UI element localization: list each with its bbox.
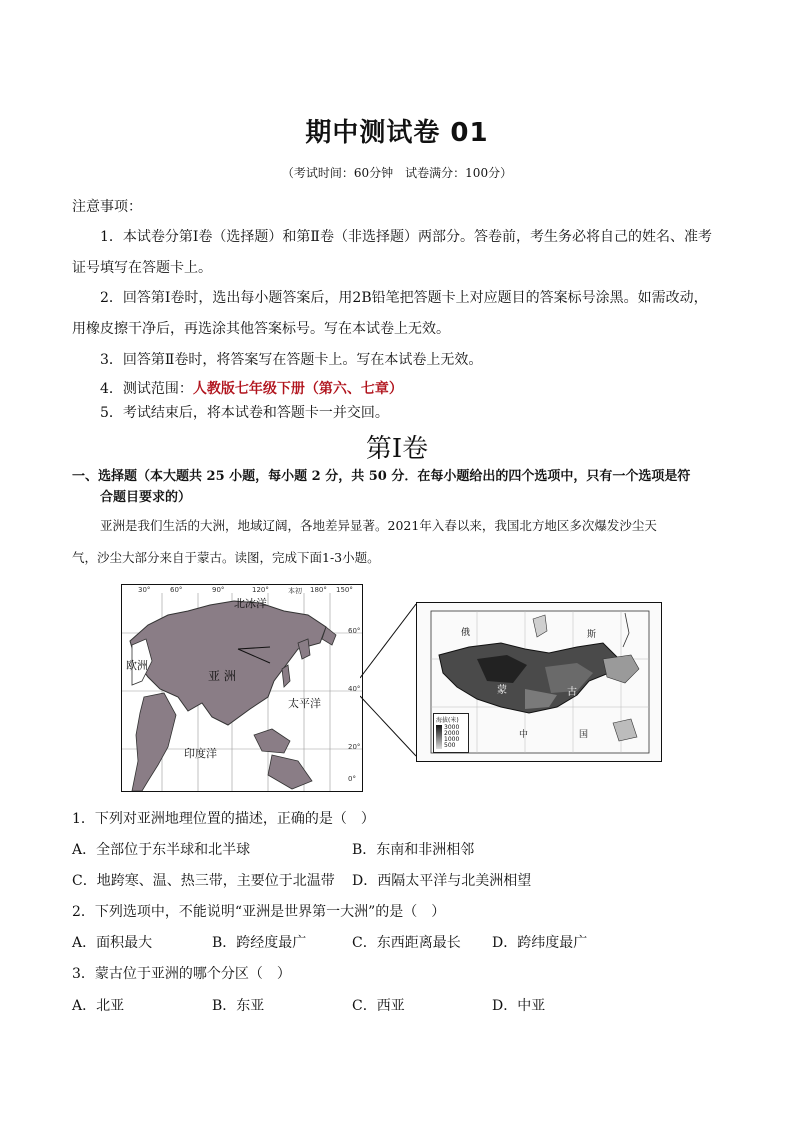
question-2-stem: 2．下列选项中，不能说明“亚洲是世界第一大洲”的是（ ） bbox=[72, 904, 446, 920]
q1-option-c: C．地跨寒、温、热三带，主要位于北温带 bbox=[72, 873, 335, 889]
legend-value-1: 3000 bbox=[444, 724, 460, 731]
q2-option-d: D．跨纬度最广 bbox=[492, 935, 588, 951]
map-connector-lines bbox=[360, 600, 416, 760]
label-arctic-ocean: 北冰洋 bbox=[234, 597, 267, 610]
exam-subtitle: （考试时间：60分钟 试卷满分：100分） bbox=[281, 166, 513, 180]
notes-heading: 注意事项： bbox=[72, 199, 142, 215]
intro-line-2: 气，沙尘大部分来自于蒙古。读图，完成下面1-3小题。 bbox=[72, 550, 380, 565]
label-russia-1: 俄 bbox=[461, 628, 471, 638]
label-europe: 欧洲 bbox=[126, 659, 148, 672]
label-asia: 亚 洲 bbox=[208, 669, 236, 683]
section-heading-line2: 合题目要求的） bbox=[100, 490, 192, 505]
label-indian-ocean: 印度洋 bbox=[184, 747, 217, 760]
note-item-1b: 证号填写在答题卡上。 bbox=[72, 260, 212, 276]
note-item-1a: 1．本试卷分第Ⅰ卷（选择题）和第Ⅱ卷（非选择题）两部分。答卷前，考生务必将自己的姓名、准考 bbox=[100, 229, 712, 245]
q1-option-d: D．西隔太平洋与北美洲相望 bbox=[352, 873, 532, 889]
tick-lon-120: 120° bbox=[252, 586, 269, 594]
intro-line-1: 亚洲是我们生活的大洲，地域辽阔，各地差异显著。2021年入春以来，我国北方地区多次爆发沙尘天 bbox=[100, 518, 657, 533]
q3-option-d: D．中亚 bbox=[492, 998, 546, 1014]
test-scope: 人教版七年级下册（第六、七章） bbox=[192, 381, 403, 397]
note-item-2a: 2．回答第Ⅰ卷时，选出每小题答案后，用2B铅笔把答题卡上对应题目的答案标号涂黑。如需改动， bbox=[100, 290, 708, 306]
legend-title: 海拔(米) bbox=[436, 717, 459, 724]
exam-title: 期中测试卷 01 bbox=[305, 118, 489, 148]
section-title: 第Ⅰ卷 bbox=[365, 434, 429, 464]
note-item-4 bbox=[72, 379, 728, 399]
label-mongolia-1: 蒙 bbox=[497, 685, 507, 696]
q3-option-a: A．北亚 bbox=[72, 998, 125, 1014]
tick-prime: 本初 bbox=[288, 587, 302, 595]
label-mongolia-2: 古 bbox=[567, 687, 577, 698]
tick-lon-180: 180° bbox=[310, 586, 327, 594]
legend-value-4: 500 bbox=[444, 742, 456, 749]
note-item-4-prefix: 4．测试范围： bbox=[100, 381, 193, 397]
q2-option-c: C．东西距离最长 bbox=[352, 935, 461, 951]
section-heading-line1: 一、选择题（本大题共 25 小题，每小题 2 分，共 50 分．在每小题给出的四个选项中，只有一个选项是符 bbox=[72, 469, 691, 484]
tick-lon-150: 150° bbox=[336, 586, 353, 594]
legend-value-2: 2000 bbox=[444, 730, 460, 737]
label-pacific-ocean: 太平洋 bbox=[288, 697, 321, 710]
note-item-5: 5．考试结束后，将本试卷和答题卡一并交回。 bbox=[100, 405, 389, 421]
q2-option-a: A．面积最大 bbox=[72, 935, 153, 951]
q3-option-c: C．西亚 bbox=[352, 998, 405, 1014]
q1-option-b: B．东南和非洲相邻 bbox=[352, 842, 475, 858]
label-china-2: 国 bbox=[579, 730, 589, 740]
note-item-2b: 用橡皮擦干净后，再选涂其他答案标号。写在本试卷上无效。 bbox=[72, 321, 450, 337]
q1-option-a: A．全部位于东半球和北半球 bbox=[72, 842, 251, 858]
tick-lat-0: 0° bbox=[348, 775, 356, 783]
section-heading bbox=[72, 466, 728, 508]
question-1-stem: 1．下列对亚洲地理位置的描述，正确的是（ ） bbox=[72, 811, 375, 827]
tick-lon-30: 30° bbox=[138, 586, 151, 594]
label-russia-2: 斯 bbox=[587, 630, 597, 640]
mongolia-map bbox=[416, 602, 662, 762]
label-china-1: 中 bbox=[519, 730, 529, 740]
tick-lat-20: 20° bbox=[348, 743, 361, 751]
tick-lon-90: 90° bbox=[212, 586, 225, 594]
q2-option-b: B．跨经度最广 bbox=[212, 935, 307, 951]
elevation-legend bbox=[433, 713, 469, 753]
asia-map-drawing bbox=[122, 585, 362, 791]
note-item-3: 3．回答第Ⅱ卷时，将答案写在答题卡上。写在本试卷上无效。 bbox=[100, 352, 483, 368]
tick-lon-60: 60° bbox=[170, 586, 183, 594]
legend-color-bar bbox=[436, 725, 442, 749]
q3-option-b: B．东亚 bbox=[212, 998, 265, 1014]
tick-lat-60: 60° bbox=[348, 627, 361, 635]
tick-lat-40: 40° bbox=[348, 685, 361, 693]
question-3-stem: 3．蒙古位于亚洲的哪个分区（ ） bbox=[72, 966, 291, 982]
asia-map bbox=[121, 584, 363, 792]
legend-value-3: 1000 bbox=[444, 736, 460, 743]
